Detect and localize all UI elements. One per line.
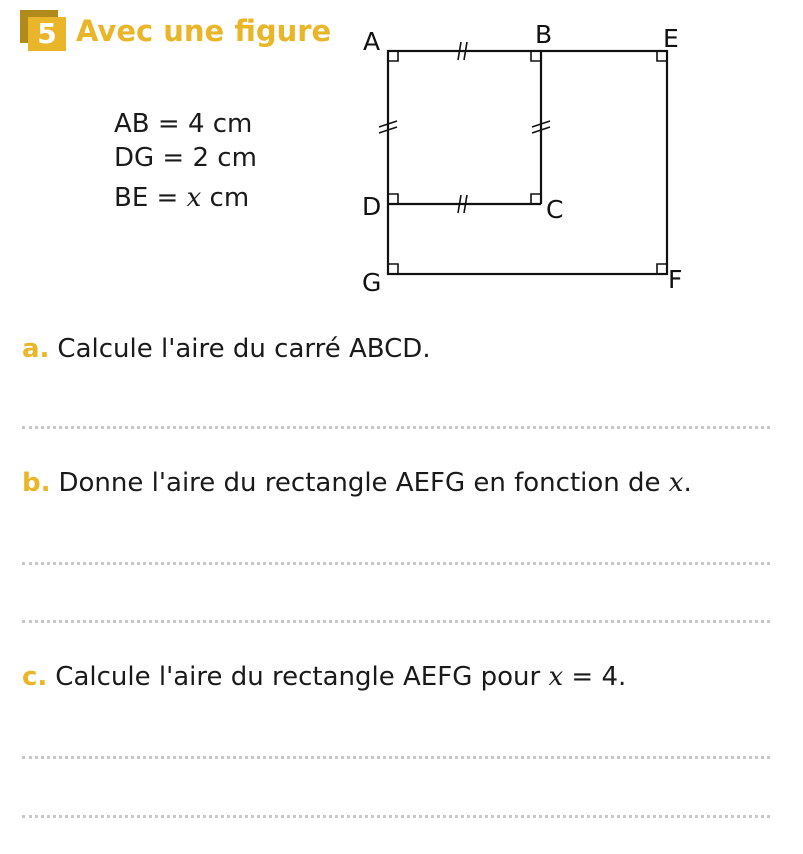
question-c-letter: c. xyxy=(22,662,48,692)
answer-line-b-2[interactable] xyxy=(22,620,770,623)
answer-line-c-1[interactable] xyxy=(22,756,770,759)
given-ab: AB = 4 cm xyxy=(114,109,253,139)
right-angle-g xyxy=(388,264,398,274)
exercise-number: 5 xyxy=(28,17,66,51)
label-g: G xyxy=(362,268,382,297)
question-a-letter: a. xyxy=(22,334,50,364)
given-dg: DG = 2 cm xyxy=(114,143,257,173)
right-angle-f xyxy=(657,264,667,274)
question-b-variable: x xyxy=(668,468,684,498)
label-d: D xyxy=(362,192,382,221)
label-f: F xyxy=(668,265,683,294)
label-e: E xyxy=(663,24,679,53)
question-b: b. Donne l'aire du rectangle AEFG en fonction de x. xyxy=(22,468,692,498)
label-c: C xyxy=(546,195,564,224)
right-angle-marks xyxy=(388,51,667,274)
question-a-text: Calcule l'aire du carré ABCD. xyxy=(57,334,431,364)
exercise-number-badge xyxy=(20,10,66,50)
geometry-figure xyxy=(355,20,695,300)
label-a: A xyxy=(363,27,381,56)
equal-length-ticks xyxy=(379,42,550,213)
answer-line-c-2[interactable] xyxy=(22,815,770,818)
question-c: c. Calcule l'aire du rectangle AEFG pour x = 4. xyxy=(22,662,627,692)
answer-line-b-1[interactable] xyxy=(22,562,770,565)
right-angle-a xyxy=(388,51,398,61)
answer-line-a-1[interactable] xyxy=(22,426,770,429)
label-b: B xyxy=(535,20,553,49)
exercise-title: Avec une figure xyxy=(76,14,332,48)
question-c-variable: x xyxy=(548,662,564,692)
question-b-text: Donne l'aire du rectangle AEFG en fonction de xyxy=(58,468,669,498)
question-b-letter: b. xyxy=(22,468,51,498)
question-c-text: Calcule l'aire du rectangle AEFG pour xyxy=(55,662,549,692)
right-angle-d xyxy=(388,194,398,204)
given-be: BE = x cm xyxy=(114,183,250,213)
right-angle-c xyxy=(531,194,541,204)
question-a xyxy=(22,334,431,364)
right-angle-b xyxy=(531,51,541,61)
rectangle-aefg xyxy=(388,51,667,274)
